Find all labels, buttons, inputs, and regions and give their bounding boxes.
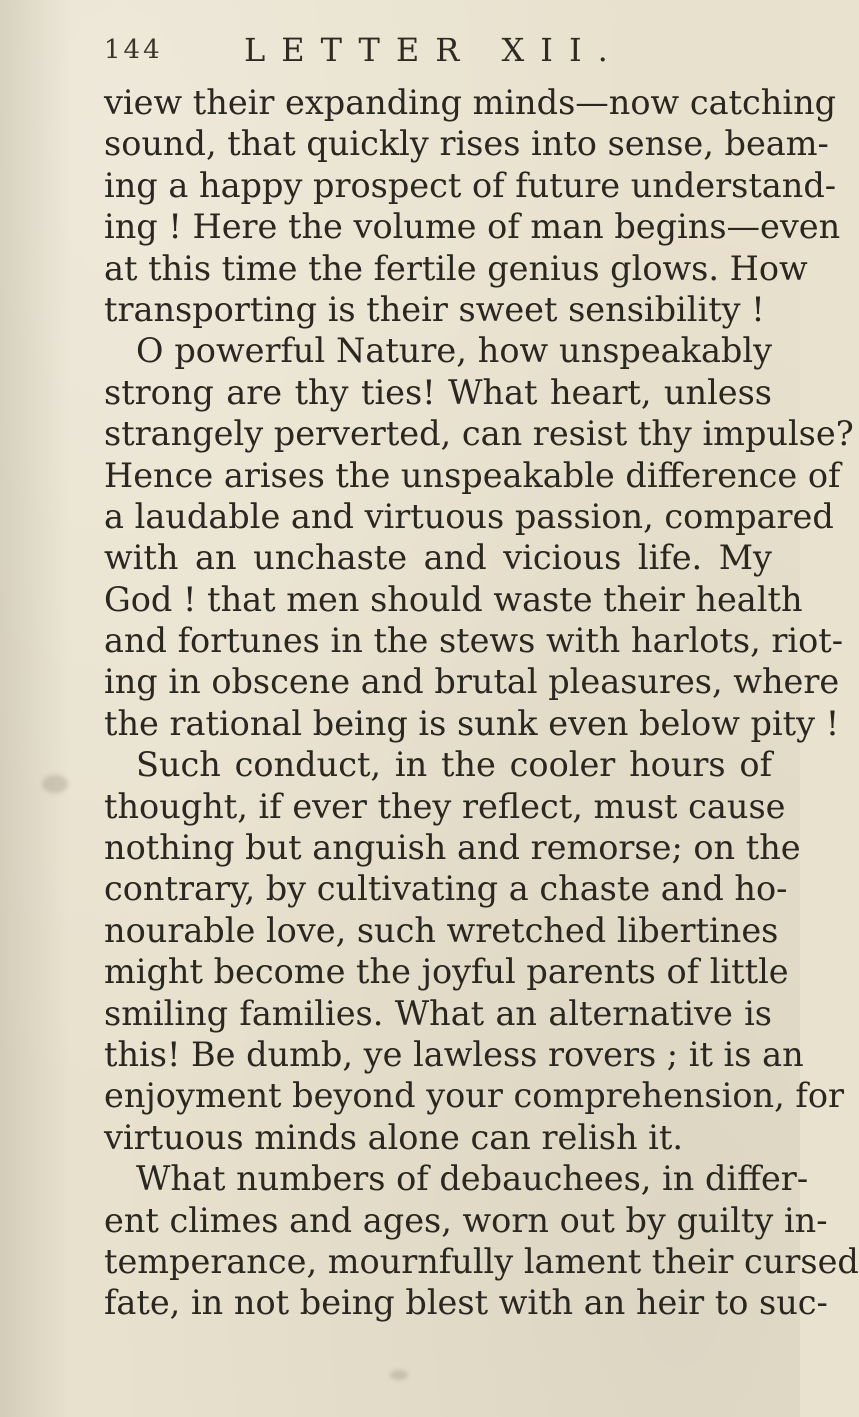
text-line: Such conduct, in the cooler hours of — [136, 745, 772, 785]
running-title: LETTER XII. — [244, 31, 624, 69]
body-text — [104, 82, 859, 1324]
text-line: ing in obscene and brutal pleasures, where — [104, 662, 840, 702]
text-line: at this time the fertile genius glows. How — [104, 248, 808, 288]
gutter-shadow — [0, 0, 70, 1417]
text-line: smiling families. What an alternative is — [104, 993, 772, 1033]
text-line: temperance, mournfully lament their cursed — [104, 1241, 859, 1281]
text-line: view their expanding minds—now catching — [104, 83, 837, 122]
text-line: O powerful Nature, how unspeakably — [136, 331, 772, 371]
text-line: God ! that men should waste their health — [104, 579, 803, 619]
text-line: transporting is their sweet sensibility ! — [104, 289, 765, 329]
text-line: and fortunes in the stews with harlots, riot- — [104, 621, 844, 661]
text-line: ing ! Here the volume of man begins—even — [104, 207, 841, 247]
text-line: ent climes and ages, worn out by guilty in- — [104, 1200, 828, 1240]
text-line: virtuous minds alone can relish it. — [104, 1117, 683, 1157]
text-line: nothing but anguish and remorse; on the — [104, 828, 801, 868]
text-line: enjoyment beyond your comprehension, for — [104, 1076, 845, 1116]
text-line: ing a happy prospect of future understand- — [104, 165, 837, 205]
text-line: nourable love, such wretched libertines — [104, 910, 779, 950]
text-line: Hence arises the unspeakable difference of — [104, 455, 841, 495]
page-number: 144 — [104, 35, 163, 65]
text-line: strangely perverted, can resist thy impulse? — [104, 414, 854, 454]
page-header — [104, 28, 760, 72]
text-line: this! Be dumb, ye lawless rovers ; it is an — [104, 1034, 804, 1074]
text-line: might become the joyful parents of little — [104, 952, 789, 992]
paper-stain — [42, 775, 68, 793]
text-line: fate, in not being blest with an heir to suc- — [104, 1283, 828, 1323]
text-line: contrary, by cultivating a chaste and ho- — [104, 869, 788, 909]
text-line: the rational being is sunk even below pity ! — [104, 703, 840, 743]
text-line: thought, if ever they reflect, must cause — [104, 786, 786, 826]
text-line: strong are thy ties! What heart, unless — [104, 372, 772, 412]
paper-stain — [390, 1370, 408, 1380]
text-line: a laudable and virtuous passion, compared — [104, 496, 834, 536]
text-line: sound, that quickly rises into sense, beam- — [104, 124, 829, 164]
text-line: What numbers of debauchees, in differ- — [136, 1159, 809, 1199]
text-line: with an unchaste and vicious life. My — [104, 538, 772, 578]
